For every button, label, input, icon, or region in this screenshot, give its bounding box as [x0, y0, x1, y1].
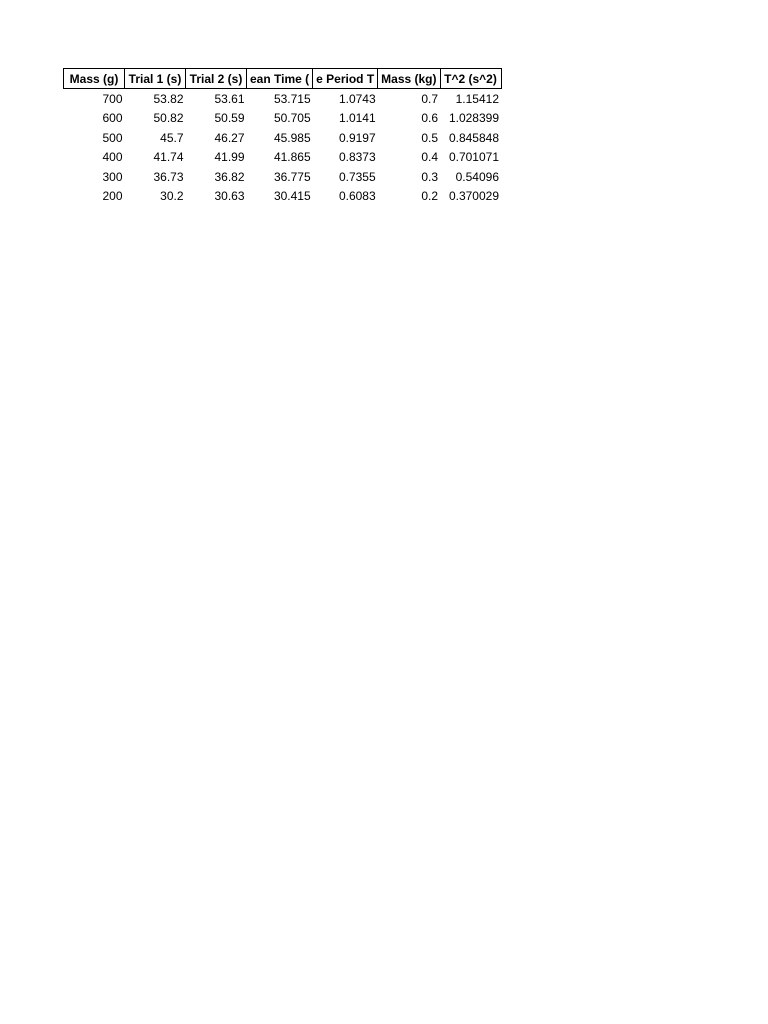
- cell-t-squared[interactable]: 0.845848: [448, 130, 500, 145]
- cell-period[interactable]: 0.8373: [338, 150, 376, 165]
- table-row: [64, 187, 502, 207]
- cell-mean-time[interactable]: 30.415: [273, 189, 311, 204]
- header-t-squared[interactable]: T^2 (s^2): [440, 69, 501, 89]
- header-row: [64, 69, 502, 89]
- cell-trial-2[interactable]: 53.61: [214, 91, 245, 106]
- cell-period[interactable]: 0.6083: [338, 189, 376, 204]
- header-mass-g[interactable]: Mass (g): [64, 69, 125, 89]
- cell-t-squared[interactable]: 0.54096: [455, 169, 500, 184]
- header-mass-kg[interactable]: Mass (kg): [378, 69, 440, 89]
- cell-trial-2[interactable]: 41.99: [214, 150, 245, 165]
- cell-mass-kg[interactable]: 0.2: [421, 189, 439, 204]
- header-mean-time[interactable]: ean Time (: [247, 69, 313, 89]
- cell-t-squared[interactable]: 0.701071: [448, 150, 500, 165]
- header-trial-1[interactable]: Trial 1 (s): [125, 69, 186, 89]
- cell-mean-time[interactable]: 50.705: [273, 111, 311, 126]
- cell-trial-1[interactable]: 30.2: [160, 189, 184, 204]
- cell-trial-1[interactable]: 50.82: [153, 111, 184, 126]
- cell-trial-1[interactable]: 53.82: [153, 91, 184, 106]
- cell-mass-kg[interactable]: 0.3: [421, 169, 439, 184]
- table-row: [64, 148, 502, 168]
- table-row: [64, 109, 502, 129]
- spreadsheet: [63, 68, 502, 206]
- cell-trial-2[interactable]: 36.82: [214, 169, 245, 184]
- cell-period[interactable]: 0.7355: [338, 169, 376, 184]
- cell-trial-1[interactable]: 41.74: [153, 150, 184, 165]
- cell-mass-g[interactable]: 400: [102, 150, 123, 165]
- cell-mean-time[interactable]: 45.985: [273, 130, 311, 145]
- cell-period[interactable]: 0.9197: [338, 130, 376, 145]
- table-row: [64, 128, 502, 148]
- header-period[interactable]: e Period T: [313, 69, 378, 89]
- table-row: [64, 167, 502, 187]
- cell-trial-2[interactable]: 50.59: [214, 111, 245, 126]
- cell-trial-2[interactable]: 30.63: [214, 189, 245, 204]
- cell-t-squared[interactable]: 0.370029: [448, 189, 500, 204]
- cell-t-squared[interactable]: 1.15412: [455, 91, 500, 106]
- cell-t-squared[interactable]: 1.028399: [448, 111, 500, 126]
- cell-mass-kg[interactable]: 0.5: [421, 130, 439, 145]
- cell-mass-kg[interactable]: 0.7: [421, 91, 439, 106]
- cell-mass-g[interactable]: 500: [102, 130, 123, 145]
- cell-mass-g[interactable]: 700: [102, 91, 123, 106]
- header-trial-2[interactable]: Trial 2 (s): [186, 69, 247, 89]
- cell-mass-kg[interactable]: 0.6: [421, 111, 439, 126]
- cell-mass-kg[interactable]: 0.4: [421, 150, 439, 165]
- cell-mass-g[interactable]: 300: [102, 169, 123, 184]
- cell-trial-2[interactable]: 46.27: [214, 130, 245, 145]
- cell-mass-g[interactable]: 200: [102, 189, 123, 204]
- table-row: [64, 89, 502, 109]
- cell-mass-g[interactable]: 600: [102, 111, 123, 126]
- cell-trial-1[interactable]: 36.73: [153, 169, 184, 184]
- cell-mean-time[interactable]: 36.775: [273, 169, 311, 184]
- data-table: [63, 68, 502, 206]
- cell-period[interactable]: 1.0141: [338, 111, 376, 126]
- cell-trial-1[interactable]: 45.7: [160, 130, 184, 145]
- cell-period[interactable]: 1.0743: [338, 91, 376, 106]
- cell-mean-time[interactable]: 53.715: [273, 91, 311, 106]
- cell-mean-time[interactable]: 41.865: [273, 150, 311, 165]
